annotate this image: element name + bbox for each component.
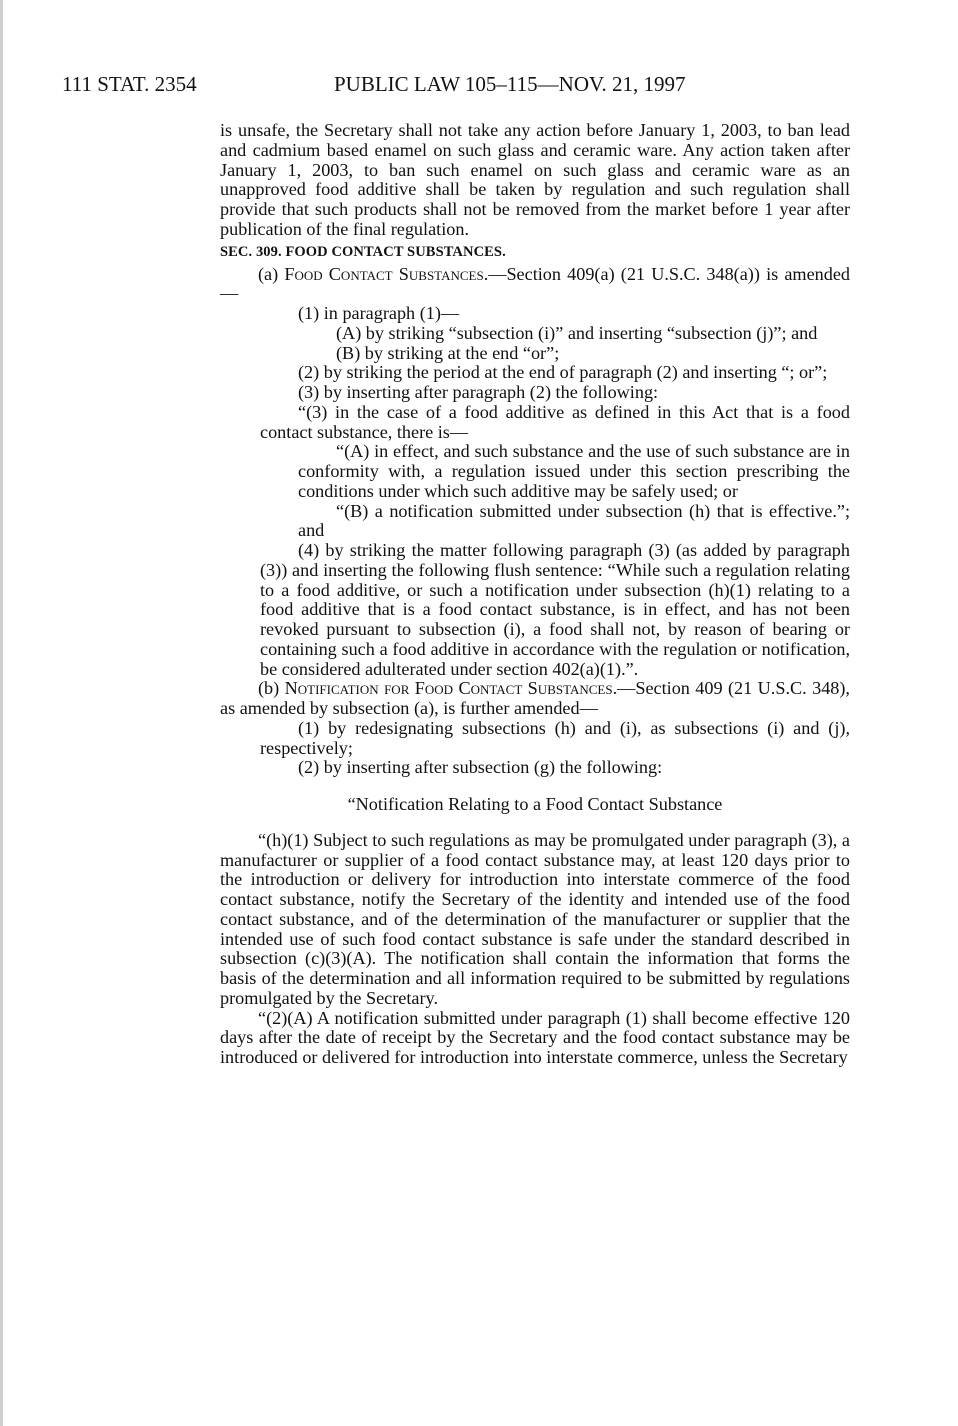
quoted-subsection-h2A: “(2)(A) A notification submitted under paragraph (1) shall become effective 120 days after the date of receipt by the Secretary and the food contact substance may be introduced or delivered for introduction into interstate commerce, unless the Secretary [220, 1007, 850, 1067]
subsection-a [220, 265, 850, 305]
quoted-subparagraph-B: “(B) a notification submitted under subsection (h) that is effective.”; and [298, 500, 850, 541]
subsection-b [220, 679, 850, 719]
paragraph-continued: is unsafe, the Secretary shall not take any action before January 1, 2003, to ban lead and cadmium based enamel on such glass and ceramic ware. Any action taken after January 1, 2003, to ban such enamel on such glass and ceramic ware as an unapproved food additive shall be taken by regulation and such regulation shall provide that such products shall not be removed from the market before 1 year after publication of the final regulation. [220, 120, 850, 239]
amendment-a2: (2) by striking the period at the end of paragraph (2) and inserting “; or”; [298, 362, 828, 383]
document-body [220, 121, 850, 1068]
quoted-subparagraph-A: “(A) in effect, and such substance and the use of such substance are in conformity with, a regulation issued under this section prescribing the conditions under which such additive may be safely used; or [298, 441, 850, 501]
statute-citation: 111 STAT. 2354 [62, 72, 197, 96]
section-heading: SEC. 309. FOOD CONTACT SUBSTANCES. [220, 243, 506, 260]
page-header [62, 72, 902, 106]
subsection-b-label: (b) [258, 678, 280, 699]
amendment-a1-B: (B) by striking at the end “or”; [336, 342, 560, 363]
amendment-a1: (1) in paragraph (1)— [298, 303, 460, 323]
public-law-title: PUBLIC LAW 105–115—NOV. 21, 1997 [334, 72, 686, 96]
subsection-b-text: —Section 409 (21 U.S.C. 348), as amended by subsection (a), is further amended— [220, 678, 850, 718]
amendment-b2: (2) by inserting after subsection (g) the following: [298, 757, 663, 778]
subsection-a-heading: Food Contact Substances. [284, 263, 489, 284]
amendment-b1: (1) by redesignating subsections (h) and (i), as subsections (i) and (j), respectively; [260, 717, 850, 758]
quoted-paragraph-3: “(3) in the case of a food additive as defined in this Act that is a food contact substance, there is— [260, 401, 850, 442]
subsection-a-text: —Section 409(a) (21 U.S.C. 348(a)) is amended— [220, 263, 851, 304]
amendment-a4: (4) by striking the matter following paragraph (3) (as added by paragraph (3)) and inserting the following flush sentence: “While such a regulation relating to a food additive, or such a notification under subsection (h)(1) relating to a food additive that is a food contact substance, is in effect, and has not been revoked pursuant to subsection (i), a food shall not, by reason of bearing or containing such a food additive in accordance with the regulation or notification, be considered adulterated under section 402(a)(1).”. [260, 540, 850, 679]
subsection-a-label: (a) [258, 263, 279, 284]
amendment-a3: (3) by inserting after paragraph (2) the following: [298, 382, 659, 402]
subsection-b-heading: Notification for Food Contact Substances. [284, 678, 618, 699]
scan-edge [0, 0, 3, 1426]
notification-heading: “Notification Relating to a Food Contact Substance [347, 794, 723, 814]
amendment-a1-A: (A) by striking “subsection (i)” and inserting “subsection (j)”; and [336, 322, 818, 343]
quoted-subsection-h1: “(h)(1) Subject to such regulations as may be promulgated under paragraph (3), a manufacturer or supplier of a food contact substance may, at least 120 days prior to the introduction or delivery for introduction into interstate commerce of the food contact substance, notify the Secretary of the identity and intended use of the food contact substance, and of the determination of the manufacturer or supplier that the intended use of such food contact substance is safe under the standard described in subsection (c)(3)(A). The notification shall contain the information that forms the basis of the determination and all information required to be submitted by regulations promulgated by the Secretary. [220, 829, 850, 1008]
